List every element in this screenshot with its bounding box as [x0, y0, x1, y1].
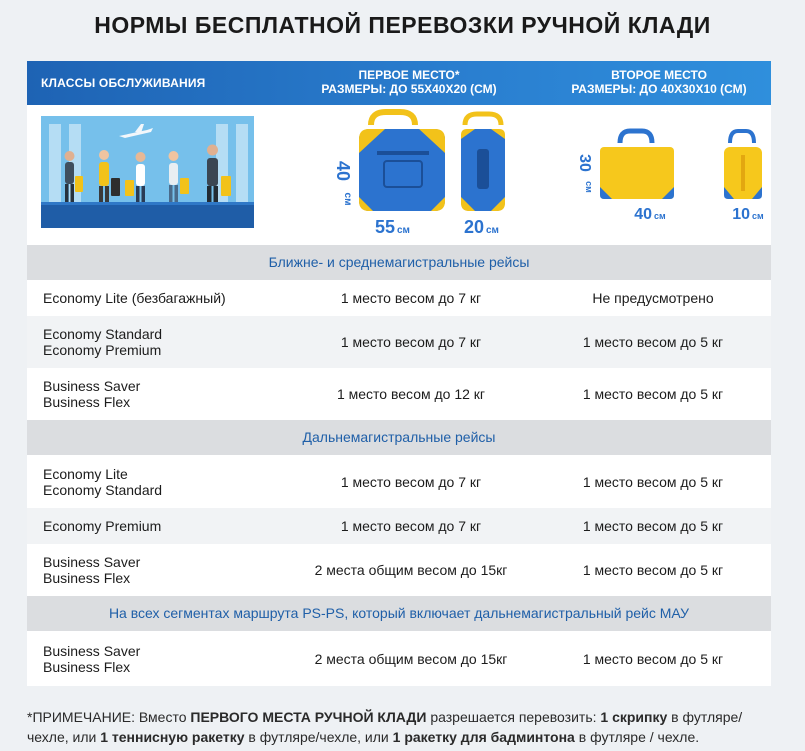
- row-second-item-allowance: Не предусмотрено: [592, 290, 714, 306]
- section-long-haul: Дальнемагистральные рейсы: [27, 420, 771, 455]
- row-service-class: [43, 518, 161, 534]
- illustration-row: [27, 105, 771, 245]
- footnote: [27, 707, 777, 747]
- table-row: [27, 544, 771, 596]
- header-second-item-size: РАЗМЕРЫ: ДО 40Х30Х10 (СМ): [571, 82, 747, 96]
- row-first-item-allowance: 1 место весом до 7 кг: [340, 473, 482, 490]
- row-service-class: [43, 466, 162, 498]
- first-item-bag-illustration: [299, 105, 519, 245]
- service-class-name: Business Flex: [43, 394, 131, 410]
- first-item-width-unit: см: [397, 225, 410, 236]
- header-second-item: [549, 68, 769, 96]
- second-item-bag-illustration: [572, 105, 772, 245]
- row-service-class: [43, 643, 140, 675]
- row-second-item-allowance: 1 место весом до 5 кг: [582, 650, 724, 667]
- footnote-text: *ПРИМЕЧАНИЕ: Вместо: [27, 709, 191, 725]
- second-item-depth-unit: см: [752, 211, 764, 221]
- service-class-name: Economy Premium: [43, 342, 162, 358]
- section-ps-ps-segments: На всех сегментах маршрута PS-PS, который включает дальнемагистральный рейс МАУ: [27, 596, 771, 631]
- service-class-name: Business Flex: [43, 658, 131, 675]
- footnote-emphasis: 1 ракетку для бадминтона: [392, 729, 575, 745]
- header-classes: КЛАССЫ ОБСЛУЖИВАНИЯ: [41, 76, 206, 90]
- table-header: [27, 61, 771, 105]
- footnote-emphasis: ПЕРВОГО МЕСТА РУЧНОЙ КЛАДИ: [190, 709, 427, 725]
- row-service-class: [43, 554, 140, 586]
- footnote-emphasis: 1 теннисную ракетку: [100, 729, 245, 745]
- service-class-name: Business Saver: [43, 642, 141, 659]
- footnote-text: в футляре/ чехле, или: [27, 709, 743, 745]
- header-second-item-title: ВТОРОЕ МЕСТО: [611, 68, 707, 82]
- service-class-name: Business Saver: [43, 554, 141, 570]
- row-service-class: [43, 326, 162, 358]
- row-second-item-allowance: 1 место весом до 5 кг: [582, 386, 724, 402]
- table-row: [27, 280, 771, 316]
- header-first-item: [299, 68, 519, 96]
- footnote-emphasis: 1 скрипку: [600, 709, 668, 725]
- first-item-height: 40: [333, 160, 353, 182]
- service-class-name: Economy Lite: [43, 465, 128, 482]
- table-row: [27, 508, 771, 544]
- row-first-item-allowance: 1 место весом до 7 кг: [340, 334, 482, 350]
- row-first-item-allowance: 1 место весом до 12 кг: [336, 386, 486, 402]
- table-row: [27, 316, 771, 368]
- page-title: НОРМЫ БЕСПЛАТНОЙ ПЕРЕВОЗКИ РУЧНОЙ КЛАДИ: [94, 12, 711, 38]
- row-second-item-allowance: 1 место весом до 5 кг: [582, 518, 724, 534]
- first-item-depth: 20: [463, 217, 484, 237]
- second-item-height-unit: см: [584, 181, 594, 193]
- second-item-depth: 10: [732, 206, 750, 223]
- first-item-height-unit: см: [342, 192, 353, 206]
- row-service-class: [43, 378, 140, 410]
- second-item-width: 40: [634, 206, 652, 223]
- row-first-item-allowance: 1 место весом до 7 кг: [340, 518, 482, 534]
- footnote-text: в футляре / чехле.: [574, 729, 700, 745]
- row-second-item-allowance: 1 место весом до 5 кг: [582, 334, 724, 350]
- header-first-item-size: РАЗМЕРЫ: ДО 55Х40Х20 (СМ): [321, 82, 497, 96]
- table-row: [27, 631, 771, 686]
- second-item-height: 30: [576, 154, 593, 172]
- footnote-text: в футляре/чехле, или: [244, 729, 393, 745]
- row-service-class: [43, 290, 226, 306]
- table-row: [27, 368, 771, 420]
- row-first-item-allowance: 2 места общим весом до 15кг: [314, 650, 508, 667]
- section-short-medium-haul: Ближне- и среднемагистральные рейсы: [27, 245, 771, 280]
- row-second-item-allowance: 1 место весом до 5 кг: [582, 562, 724, 578]
- table-row: [27, 455, 771, 508]
- second-item-width-unit: см: [654, 211, 666, 221]
- service-class-name: Economy Lite (безбагажный): [43, 290, 226, 306]
- service-class-name: Business Flex: [43, 570, 131, 586]
- first-item-depth-unit: см: [486, 225, 499, 236]
- service-class-name: Economy Standard: [43, 326, 163, 342]
- airport-passengers-illustration: [41, 116, 254, 228]
- row-first-item-allowance: 2 места общим весом до 15кг: [314, 562, 508, 578]
- header-first-item-title: ПЕРВОЕ МЕСТО*: [358, 68, 460, 82]
- first-item-width: 55: [374, 217, 395, 237]
- service-class-name: Economy Premium: [43, 518, 162, 534]
- footnote-text: разрешается перевозить:: [426, 709, 601, 725]
- row-first-item-allowance: 1 место весом до 7 кг: [340, 290, 482, 306]
- service-class-name: Business Saver: [43, 378, 141, 394]
- service-class-name: Economy Standard: [43, 481, 163, 498]
- row-second-item-allowance: 1 место весом до 5 кг: [582, 473, 724, 490]
